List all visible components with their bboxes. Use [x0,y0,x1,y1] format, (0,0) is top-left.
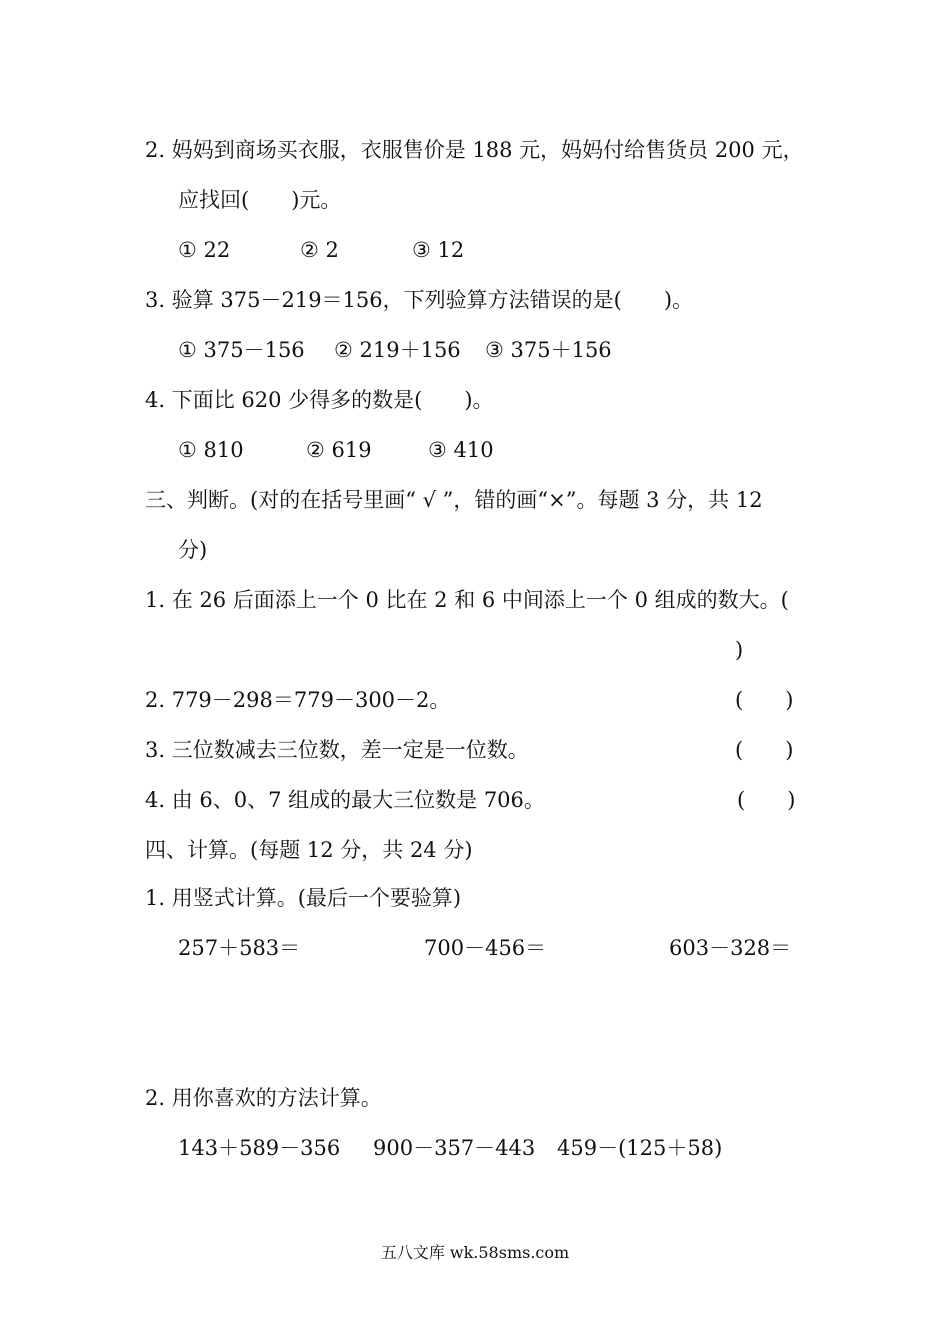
calc-1-expression-2: 700－456＝ [424,936,547,960]
question-3-text: 3. 验算 375－219＝156，下列验算方法错误的是( )。 [145,288,694,312]
question-2-option-1: ① 22 [178,238,231,262]
question-4-option-3: ③ 410 [428,438,494,462]
question-4-option-1: ① 810 [178,438,244,462]
question-3-option-3: ③ 375＋156 [485,338,612,362]
judge-3-text: 3. 三位数减去三位数，差一定是一位数。 [145,738,529,762]
question-3-option-2: ② 219＋156 [334,338,461,362]
calc-2-expression-2: 900－357－443 [373,1136,536,1160]
calc-1-expression-1: 257＋583＝ [178,936,301,960]
judge-3-answer-paren: ( ) [735,738,794,762]
question-4-text: 4. 下面比 620 少得多的数是( )。 [145,388,494,412]
judge-4-answer-paren: ( ) [737,788,796,812]
question-2-option-3: ③ 12 [412,238,465,262]
question-2-option-2: ② 2 [300,238,339,262]
judge-1-text: 1. 在 26 后面添上一个 0 比在 2 和 6 中间添上一个 0 组成的数大。( [145,588,789,612]
calc-1-instruction: 1. 用竖式计算。(最后一个要验算) [145,886,462,910]
calc-2-expression-1: 143＋589－356 [178,1136,341,1160]
question-3-option-1: ① 375－156 [178,338,305,362]
section-3-heading-line1: 三、判断。(对的在括号里画“ √ ”，错的画“×”。每题 3 分，共 12 [145,488,763,512]
question-4-option-2: ② 619 [306,438,372,462]
section-3-heading-line2: 分) [178,538,208,562]
judge-2-text: 2. 779－298＝779－300－2。 [145,688,451,712]
calc-2-expression-3: 459－(125＋58) [557,1136,723,1160]
judge-2-answer-paren: ( ) [735,688,794,712]
calc-2-instruction: 2. 用你喜欢的方法计算。 [145,1086,382,1110]
judge-1-answer-close: ) [735,638,744,662]
footer-watermark: 五八文库 wk.58sms.com [380,1243,570,1262]
question-2-text-line1: 2. 妈妈到商场买衣服，衣服售价是 188 元，妈妈付给售货员 200 元， [145,138,804,162]
calc-1-expression-3: 603－328＝ [669,936,792,960]
section-4-heading: 四、计算。(每题 12 分，共 24 分) [145,838,473,862]
judge-4-text: 4. 由 6、0、7 组成的最大三位数是 706。 [145,788,545,812]
question-2-text-line2: 应找回( )元。 [178,188,342,212]
